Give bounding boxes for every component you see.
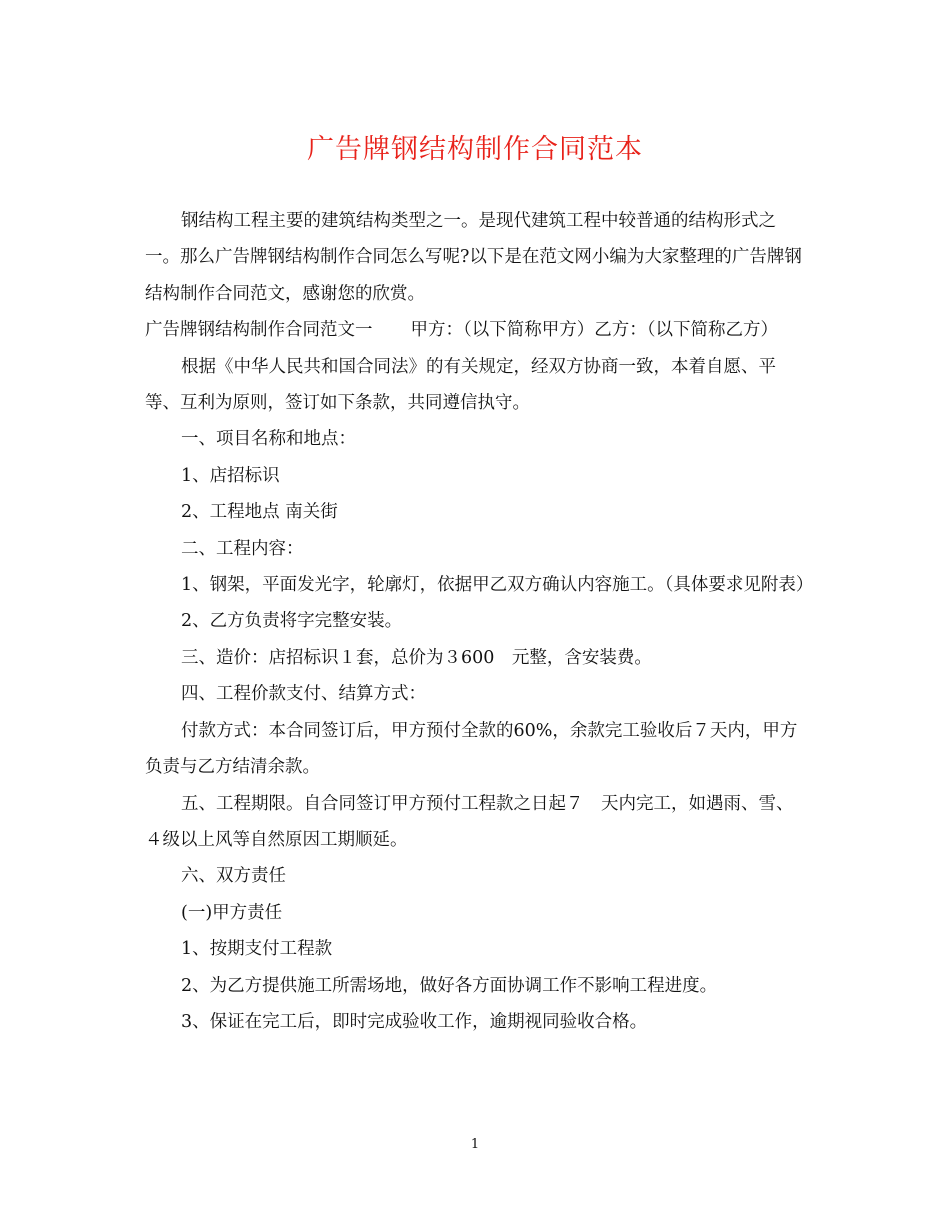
payment-method: 付款方式：本合同签订后，甲方预付全款的60%，余款完工验收后７天内，甲方负责与乙方结清余款。 bbox=[145, 720, 798, 778]
section-heading-1: 一、项目名称和地点： bbox=[181, 429, 356, 450]
party-a-clause-3: 3、保证在完工后，即时完成验收工作，逾期视同验收合格。 bbox=[181, 1011, 648, 1032]
party-a-clause-2: 2、为乙方提供施工所需场地，做好各方面协调工作不影响工程进度。 bbox=[181, 975, 718, 996]
section-5-period: 五、工程期限。自合同签订甲方预付工程款之日起７ 天内完工，如遇雨、雪、４级以上风等自然原因工期顺延。 bbox=[145, 793, 794, 850]
document-title: 广告牌钢结构制作合同范本 bbox=[307, 134, 643, 165]
clause-2-2: 2、乙方负责将字完整安装。 bbox=[181, 611, 403, 632]
clause-2-1: 1、钢架，平面发光字，轮廓灯，依据甲乙双方确认内容施工。（具体要求见附表） bbox=[181, 575, 814, 596]
paragraph-1: 根据《中华人民共和国合同法》的有关规定，经双方协商一致，本着自愿、平等、互利为原则，签订如下条款，共同遵信执守。 bbox=[145, 356, 776, 414]
document-body bbox=[145, 203, 814, 1040]
party-a-clause-1: 1、按期支付工程款 bbox=[181, 939, 333, 960]
section-heading-4: 四、工程价款支付、结算方式： bbox=[181, 684, 426, 705]
parties-text: 甲方：（以下简称甲方）乙方：（以下简称乙方） bbox=[410, 320, 778, 341]
clause-1-2: 2、工程地点 南关街 bbox=[181, 502, 338, 523]
section-3-price: 三、造价：店招标识１套，总价为３600 元整，含安装费。 bbox=[181, 647, 652, 668]
section-heading-2: 二、工程内容： bbox=[181, 538, 304, 559]
sample-heading-line bbox=[145, 312, 805, 348]
party-a-heading: (一)甲方责任 bbox=[181, 902, 283, 923]
sample-heading: 广告牌钢结构制作合同范文一 bbox=[145, 320, 373, 341]
intro-paragraph: 钢结构工程主要的建筑结构类型之一。是现代建筑工程中较普通的结构形式之一。那么广告牌钢结构制作合同怎么写呢?以下是在范文网小编为大家整理的广告牌钢结构制作合同范文，感谢您的欣赏。 bbox=[145, 211, 802, 304]
page-number: 1 bbox=[470, 1137, 480, 1152]
clause-1-1: 1、店招标识 bbox=[181, 465, 280, 486]
section-heading-6: 六、双方责任 bbox=[181, 866, 286, 887]
